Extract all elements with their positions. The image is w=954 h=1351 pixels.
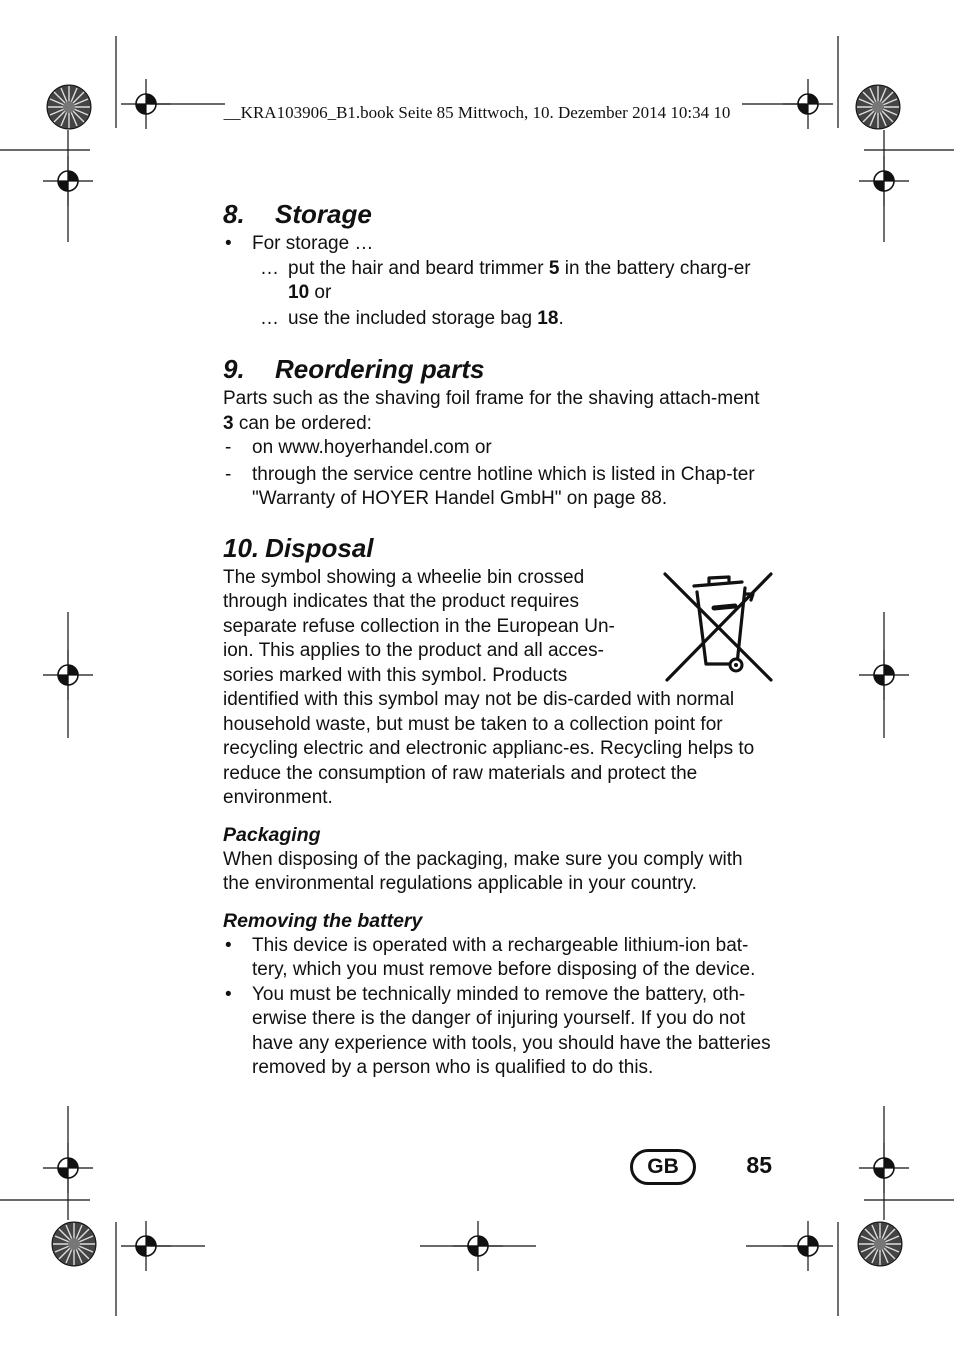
part-reference: 5	[548, 257, 560, 279]
crossed-out-wheelie-bin-icon	[659, 568, 779, 686]
list-item	[223, 232, 771, 257]
paragraph	[223, 566, 771, 811]
list-item-text: For storage …	[252, 233, 374, 254]
section-heading-storage	[223, 196, 771, 232]
list-item-text: This device is operated with a rechargeable lithium-ion bat-tery, which you must remove before disposing of the device.	[252, 934, 756, 980]
list-item-text: You must be technically minded to remove the battery, oth-erwise there is the danger of injuring yourself. If you do not have any experience with tools, you should have the batteries removed by a person who is qualified to do this.	[252, 983, 771, 1078]
sub-item-text: in the battery charg-er	[559, 257, 751, 279]
ellipsis-mark: …	[260, 257, 279, 279]
section-heading-reordering	[223, 351, 771, 387]
language-badge: GB	[630, 1149, 696, 1185]
section-title: Storage	[275, 199, 372, 229]
sub-item-text: use the included storage bag	[288, 307, 538, 329]
subheading-packaging: Packaging	[223, 823, 321, 846]
paragraph-text: can be ordered:	[233, 412, 372, 434]
list-item	[223, 436, 771, 461]
bullet-mark: •	[225, 983, 232, 1005]
subheading-removing-battery: Removing the battery	[223, 909, 423, 932]
paragraph	[223, 387, 771, 436]
page-content	[223, 196, 771, 1081]
list-item	[223, 934, 771, 983]
page-footer	[630, 1147, 775, 1185]
sub-list-item	[223, 257, 771, 306]
ellipsis-mark: …	[260, 307, 279, 329]
dash-mark: -	[225, 463, 232, 485]
section-heading-disposal	[223, 530, 771, 566]
section-number: 9.	[223, 354, 245, 384]
section-number: 8.	[223, 199, 245, 229]
paragraph-text: The symbol showing a wheelie bin crossed through indicates that the product requires separate refuse collection in the European Un-ion. This applies to the product and all acces-sories marked with this symbol. Products identified with this symbol may not be dis-carded with normal household waste, but must be taken to a collection point for recycling electric and electronic applianc-es. Recycling helps to reduce the consumption of raw materials and protect the environment.	[223, 566, 755, 808]
radial-color-target-icon	[52, 1222, 96, 1266]
part-reference: 3	[223, 412, 234, 434]
section-number: 10.	[223, 532, 260, 563]
sub-item-text: .	[558, 307, 564, 329]
part-reference: 18	[537, 307, 559, 329]
part-reference: 10	[288, 282, 310, 303]
sub-list-item	[223, 307, 771, 332]
sub-item-text: put the hair and beard trimmer	[288, 257, 549, 279]
dash-mark: -	[225, 437, 232, 458]
list-item-text: through the service centre hotline which is listed in Chap-ter "Warranty of HOYER Handel GmbH" on page 88.	[252, 463, 755, 509]
book-info-line: __KRA103906_B1.book Seite 85 Mittwoch, 10. Dezember 2014 10:34 10	[223, 103, 731, 122]
list-item	[223, 983, 771, 1081]
bullet-mark: •	[225, 934, 232, 956]
paragraph: When disposing of the packaging, make sure you comply with the environmental regulations applicable in your country.	[223, 848, 743, 894]
section-title: Reordering parts	[275, 354, 485, 384]
section-title: Disposal	[265, 532, 374, 563]
paragraph-text: Parts such as the shaving foil frame for the shaving attach-ment	[223, 388, 760, 409]
list-item-text: on www.hoyerhandel.com or	[252, 437, 492, 458]
page-number: 85	[746, 1152, 772, 1178]
list-item	[223, 463, 771, 512]
sub-item-text: or	[309, 282, 332, 303]
radial-color-target-icon	[858, 1222, 902, 1266]
bullet-mark: •	[225, 233, 232, 254]
